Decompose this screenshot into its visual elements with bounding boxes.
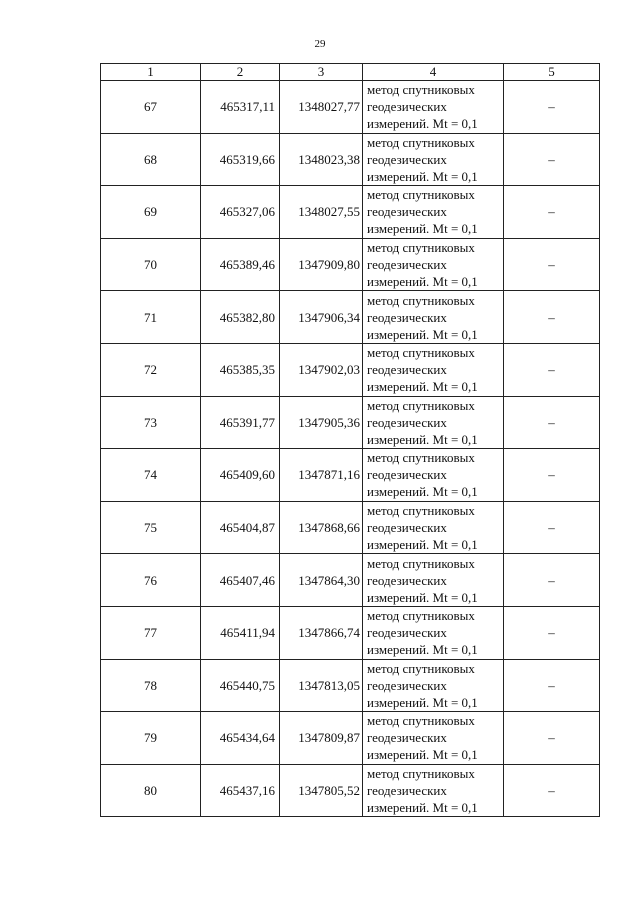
note-cell: – [504,81,600,134]
method-cell: метод спутниковых геодезических измерений. Mt = 0,1 [363,501,504,554]
point-number-cell: 79 [101,712,201,765]
coordinate-y-cell: 1347871,16 [280,449,363,502]
note-cell: – [504,712,600,765]
method-cell: метод спутниковых геодезических измерений. Mt = 0,1 [363,291,504,344]
table-row [101,449,600,502]
table-header [101,64,600,81]
point-number-cell: 78 [101,659,201,712]
note-cell: – [504,396,600,449]
coordinate-y-cell: 1347809,87 [280,712,363,765]
method-cell: метод спутниковых геодезических измерений. Mt = 0,1 [363,238,504,291]
coordinate-y-cell: 1347868,66 [280,501,363,554]
point-number-cell: 71 [101,291,201,344]
table-row [101,764,600,817]
point-number-cell: 75 [101,501,201,554]
coordinate-x-cell: 465382,80 [201,291,280,344]
coordinate-x-cell: 465411,94 [201,606,280,659]
coordinate-x-cell: 465440,75 [201,659,280,712]
coordinates-table [100,63,600,817]
table-row [101,396,600,449]
coordinate-y-cell: 1347909,80 [280,238,363,291]
coordinate-x-cell: 465317,11 [201,81,280,134]
coordinate-x-cell: 465385,35 [201,343,280,396]
table-row [101,291,600,344]
method-cell: метод спутниковых геодезических измерений. Mt = 0,1 [363,133,504,186]
point-number-cell: 80 [101,764,201,817]
point-number-cell: 74 [101,449,201,502]
table-row [101,554,600,607]
coordinate-y-cell: 1348027,55 [280,186,363,239]
coordinate-x-cell: 465327,06 [201,186,280,239]
header-col-2: 2 [201,64,280,81]
coordinate-y-cell: 1347866,74 [280,606,363,659]
note-cell: – [504,238,600,291]
point-number-cell: 76 [101,554,201,607]
coordinate-x-cell: 465389,46 [201,238,280,291]
coordinate-y-cell: 1347906,34 [280,291,363,344]
header-col-1: 1 [101,64,201,81]
table-row [101,81,600,134]
table-row [101,343,600,396]
coordinate-x-cell: 465391,77 [201,396,280,449]
page-number: 29 [314,38,326,50]
note-cell: – [504,501,600,554]
coordinate-y-cell: 1347864,30 [280,554,363,607]
note-cell: – [504,343,600,396]
note-cell: – [504,606,600,659]
point-number-cell: 73 [101,396,201,449]
coordinate-x-cell: 465434,64 [201,712,280,765]
coordinate-y-cell: 1347805,52 [280,764,363,817]
method-cell: метод спутниковых геодезических измерений. Mt = 0,1 [363,606,504,659]
table-row [101,133,600,186]
note-cell: – [504,291,600,344]
note-cell: – [504,764,600,817]
header-col-4: 4 [363,64,504,81]
method-cell: метод спутниковых геодезических измерений. Mt = 0,1 [363,186,504,239]
coordinate-y-cell: 1347905,36 [280,396,363,449]
coordinate-y-cell: 1347813,05 [280,659,363,712]
point-number-cell: 68 [101,133,201,186]
point-number-cell: 72 [101,343,201,396]
method-cell: метод спутниковых геодезических измерений. Mt = 0,1 [363,343,504,396]
header-col-3: 3 [280,64,363,81]
coordinate-x-cell: 465437,16 [201,764,280,817]
method-cell: метод спутниковых геодезических измерений. Mt = 0,1 [363,396,504,449]
method-cell: метод спутниковых геодезических измерений. Mt = 0,1 [363,764,504,817]
coordinate-x-cell: 465407,46 [201,554,280,607]
table-row [101,186,600,239]
table-row [101,501,600,554]
method-cell: метод спутниковых геодезических измерений. Mt = 0,1 [363,449,504,502]
table-row [101,238,600,291]
coordinate-y-cell: 1347902,03 [280,343,363,396]
method-cell: метод спутниковых геодезических измерений. Mt = 0,1 [363,81,504,134]
header-col-5: 5 [504,64,600,81]
header-row [101,64,600,81]
point-number-cell: 69 [101,186,201,239]
coordinate-y-cell: 1348023,38 [280,133,363,186]
note-cell: – [504,554,600,607]
note-cell: – [504,659,600,712]
method-cell: метод спутниковых геодезических измерений. Mt = 0,1 [363,712,504,765]
table-row [101,606,600,659]
coordinate-x-cell: 465409,60 [201,449,280,502]
table-row [101,712,600,765]
point-number-cell: 67 [101,81,201,134]
point-number-cell: 77 [101,606,201,659]
coordinate-x-cell: 465319,66 [201,133,280,186]
table-body [101,81,600,817]
note-cell: – [504,133,600,186]
method-cell: метод спутниковых геодезических измерений. Mt = 0,1 [363,659,504,712]
table-row [101,659,600,712]
note-cell: – [504,449,600,502]
coordinate-x-cell: 465404,87 [201,501,280,554]
point-number-cell: 70 [101,238,201,291]
method-cell: метод спутниковых геодезических измерений. Mt = 0,1 [363,554,504,607]
note-cell: – [504,186,600,239]
coordinate-y-cell: 1348027,77 [280,81,363,134]
